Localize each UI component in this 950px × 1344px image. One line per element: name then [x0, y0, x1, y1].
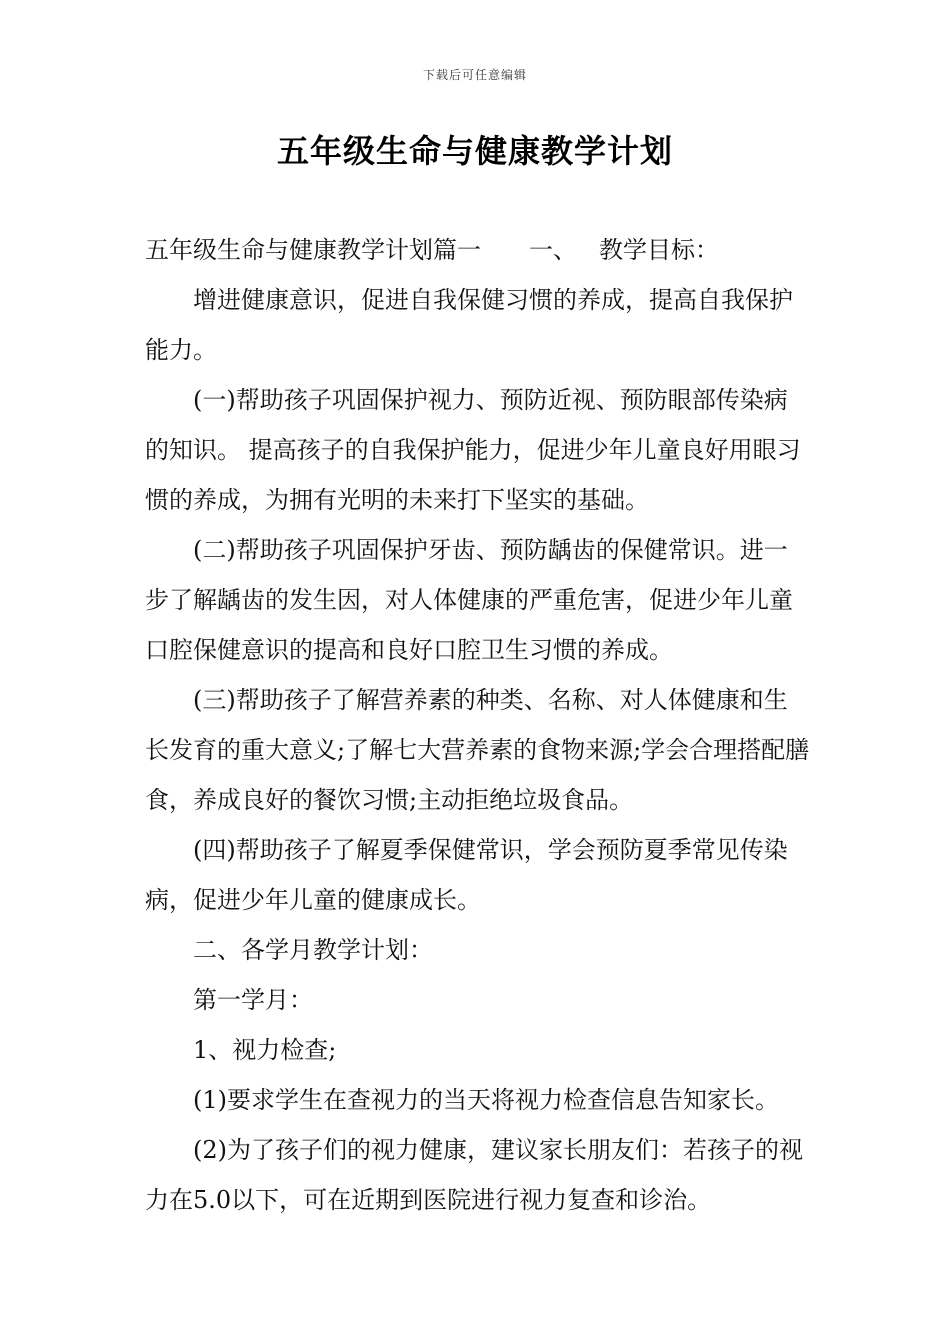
paragraph: (一)帮助孩子巩固保护视力、预防近视、预防眼部传染病的知识。 提高孩子的自我保护能力，促进少年儿童良好用眼习惯的养成，为拥有光明的未来打下坚实的基础。	[145, 386, 801, 514]
section-name: 五年级生命与健康教学计划篇一	[145, 236, 481, 264]
paragraph: 增进健康意识，促进自我保健习惯的养成，提高自我保护能力。	[145, 286, 793, 364]
list-item: (2)为了孩子们的视力健康，建议家长朋友们：若孩子的视力在5.0以下，可在近期到医院进行视力复查和诊治。	[145, 1136, 803, 1214]
paragraph: (二)帮助孩子巩固保护牙齿、预防龋齿的保健常识。进一步了解龋齿的发生因，对人体健康的严重危害，促进少年儿童口腔保健意识的提高和良好口腔卫生习惯的养成。	[145, 536, 793, 664]
document-body	[145, 225, 810, 1225]
subsection-heading: 第一学月：	[193, 986, 313, 1014]
paragraph-intro-heading	[145, 225, 810, 275]
section-number: 一、	[529, 236, 577, 264]
paragraph: (四)帮助孩子了解夏季保健常识，学会预防夏季常见传染病，促进少年儿童的健康成长。	[145, 836, 788, 914]
paragraph: (三)帮助孩子了解营养素的种类、名称、对人体健康和生长发育的重大意义;了解七大营养素的食物来源;学会合理搭配膳食，养成良好的餐饮习惯;主动拒绝垃圾食品。	[145, 686, 810, 814]
section-heading: 教学目标：	[599, 236, 719, 264]
section-heading: 二、各学月教学计划：	[193, 936, 433, 964]
list-item: 1、视力检查;	[193, 1036, 337, 1064]
list-item: (1)要求学生在查视力的当天将视力检查信息告知家长。	[193, 1086, 779, 1114]
page-title: 五年级生命与健康教学计划	[276, 132, 673, 170]
header-note: 下载后可任意编辑	[422, 68, 527, 82]
